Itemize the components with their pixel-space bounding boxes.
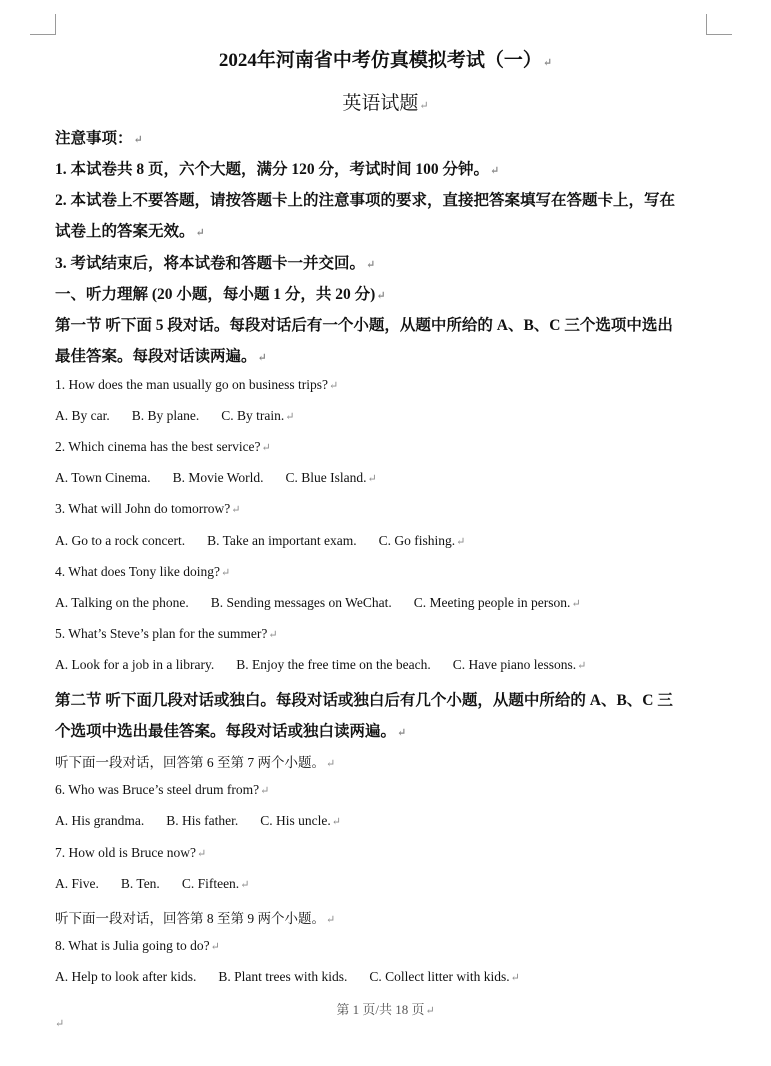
corner-mark-top-left	[30, 14, 56, 35]
dialog-1-intro: 听下面一段对话，回答第 6 至第 7 两个小题。↵	[55, 755, 336, 770]
question-7-options: A. Five. B. Ten. C. Fifteen.↵	[55, 876, 250, 891]
corner-mark-top-right	[706, 14, 732, 35]
option-a: A. Town Cinema.	[55, 470, 151, 485]
option-a: A. Look for a job in a library.	[55, 657, 215, 672]
option-b: B. Movie World.	[172, 470, 264, 485]
option-b: B. Enjoy the free time on the beach.	[236, 657, 431, 672]
question-3: 3. What will John do tomorrow?↵	[55, 501, 241, 516]
question-4: 4. What does Tony like doing?↵	[55, 564, 231, 579]
question-7: 7. How old is Bruce now?↵	[55, 845, 207, 860]
notice-item-1: 1. 本试卷共 8 页，六个大题，满分 120 分，考试时间 100 分钟。↵	[55, 161, 500, 178]
notice-item-2: 2. 本试卷上不要答题，请按答题卡上的注意事项的要求，直接把答案填写在答题卡上，写在	[55, 192, 676, 209]
option-b: B. His father.	[166, 813, 239, 828]
question-3-options: A. Go to a rock concert. B. Take an important exam. C. Go fishing.↵	[55, 533, 466, 548]
question-1: 1. How does the man usually go on business trips?↵	[55, 377, 339, 392]
option-a: A. Five.	[55, 876, 99, 891]
part1-heading: 第一节 听下面 5 段对话。每段对话后有一个小题，从题中所给的 A、B、C 三个选项中选出	[55, 317, 673, 334]
question-5-options: A. Look for a job in a library. B. Enjoy the free time on the beach. C. Have piano lessons.↵	[55, 657, 587, 672]
option-a: A. Go to a rock concert.	[55, 533, 186, 548]
question-5: 5. What’s Steve’s plan for the summer?↵	[55, 626, 278, 641]
question-8-options: A. Help to look after kids. B. Plant trees with kids. C. Collect litter with kids.↵	[55, 969, 520, 984]
option-c: C. Go fishing.	[378, 533, 456, 548]
option-b: B. By plane.	[131, 408, 200, 423]
option-c: C. Have piano lessons.	[452, 657, 577, 672]
option-c: C. Meeting people in person.	[413, 595, 571, 610]
notice-item-2-cont: 试卷上的答案无效。↵	[55, 223, 205, 240]
question-6: 6. Who was Bruce’s steel drum from?↵	[55, 782, 270, 797]
option-c: C. Fifteen.	[181, 876, 240, 891]
option-b: B. Ten.	[120, 876, 160, 891]
option-b: B. Take an important exam.	[207, 533, 357, 548]
option-a: A. Talking on the phone.	[55, 595, 189, 610]
question-2-options: A. Town Cinema. B. Movie World. C. Blue Island.↵	[55, 470, 377, 485]
paragraph-mark: ↵	[55, 1018, 65, 1030]
notice-heading: 注意事项：↵	[55, 130, 143, 147]
dialog-2-intro: 听下面一段对话，回答第 8 至第 9 两个小题。↵	[55, 911, 336, 926]
section1-heading: 一、听力理解 (20 小题，每小题 1 分，共 20 分)↵	[55, 286, 386, 303]
question-4-options: A. Talking on the phone. B. Sending messages on WeChat. C. Meeting people in person.↵	[55, 595, 581, 610]
exam-title: 2024年河南省中考仿真模拟考试（一）↵	[218, 50, 553, 71]
option-a: A. His grandma.	[55, 813, 145, 828]
part2-heading-cont: 个选项中选出最佳答案。每段对话或独白读两遍。↵	[55, 723, 407, 740]
option-b: B. Sending messages on WeChat.	[210, 595, 392, 610]
notice-item-3: 3. 考试结束后，将本试卷和答题卡一并交回。↵	[55, 255, 376, 272]
part1-heading-cont: 最佳答案。每段对话读两遍。↵	[55, 348, 267, 365]
question-1-options: A. By car. B. By plane. C. By train.↵	[55, 408, 295, 423]
option-c: C. Collect litter with kids.	[369, 969, 510, 984]
option-c: C. Blue Island.	[285, 470, 367, 485]
part2-heading: 第二节 听下面几段对话或独白。每段对话或独白后有几个小题，从题中所给的 A、B、C 三	[55, 692, 673, 709]
question-8: 8. What is Julia going to do?↵	[55, 938, 220, 953]
option-a: A. By car.	[55, 408, 110, 423]
option-a: A. Help to look after kids.	[55, 969, 197, 984]
option-c: C. His uncle.	[260, 813, 331, 828]
question-6-options: A. His grandma. B. His father. C. His uncle.↵	[55, 813, 341, 828]
exam-subtitle: 英语试题↵	[342, 93, 429, 114]
page-footer: 第 1 页/共 18 页↵	[336, 1002, 435, 1017]
option-c: C. By train.	[221, 408, 285, 423]
option-b: B. Plant trees with kids.	[218, 969, 348, 984]
question-2: 2. Which cinema has the best service?↵	[55, 439, 271, 454]
